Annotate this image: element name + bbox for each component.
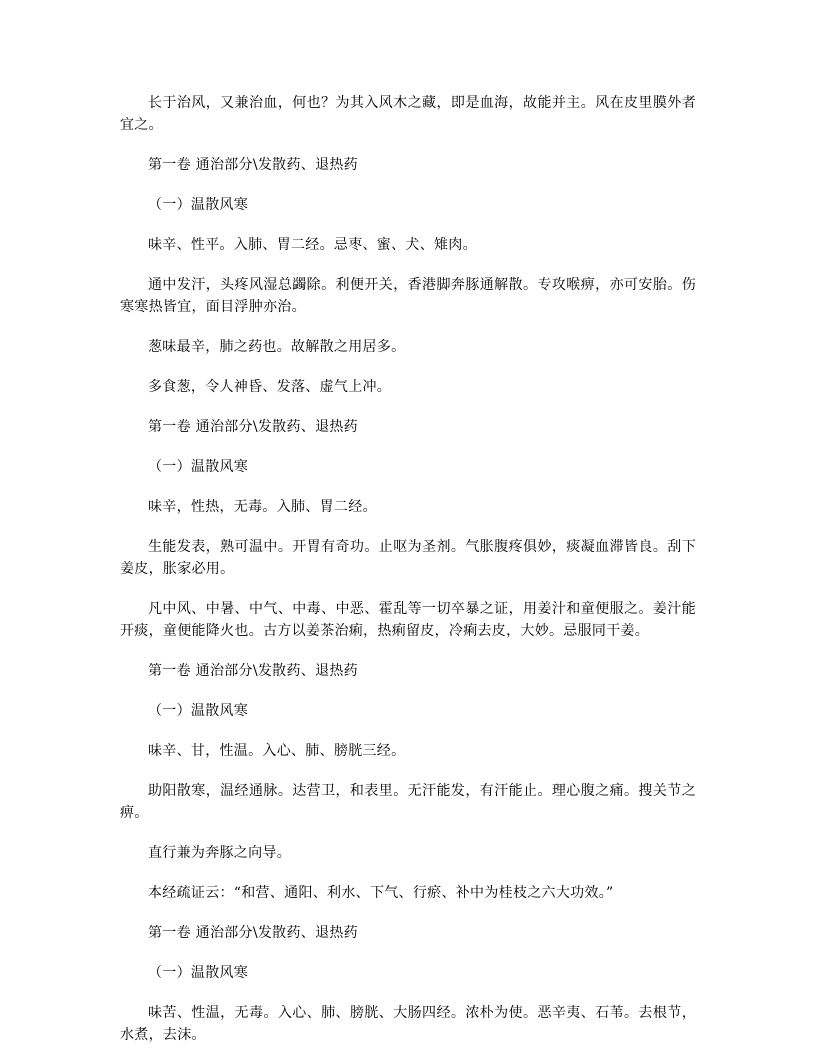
section-heading: 第一卷 通治部分\发散药、退热药 — [148, 419, 358, 435]
paragraph: 通中发汗，头疼风湿总蠲除。利便开关，香港脚奔豚通解散。专攻喉痹，亦可安胎。伤寒寒热皆宜，面目浮肿亦治。 — [120, 277, 696, 315]
section-heading: 第一卷 通治部分\发散药、退热药 — [148, 157, 358, 173]
subsection-heading: （一）温散风寒 — [148, 197, 249, 213]
subsection-heading: （一）温散风寒 — [148, 703, 249, 719]
paragraph: 味辛、性平。入肺、胃二经。忌枣、蜜、犬、雉肉。 — [148, 237, 477, 253]
section-heading: 第一卷 通治部分\发散药、退热药 — [148, 663, 358, 679]
paragraph: 味苦、性温，无毒。入心、肺、膀胱、大肠四经。浓朴为使。恶辛夷、石苇。去根节，水煮，去沫。 — [120, 1005, 696, 1043]
paragraph: 本经疏证云：“和营、通阳、利水、下气、行瘀、补中为桂枝之六大功效。” — [148, 885, 614, 901]
paragraph: 葱味最辛，肺之药也。故解散之用居多。 — [148, 339, 406, 355]
paragraph: 生能发表，熟可温中。开胃有奇功。止呕为圣剂。气胀腹疼俱妙，痰凝血滞皆良。刮下姜皮，胀家必用。 — [120, 539, 696, 577]
paragraph: 凡中风、中暑、中气、中毒、中恶、霍乱等一切卒暴之证，用姜汁和童便服之。姜汁能开痰，童便能降火也。古方以姜茶治痢，热痢留皮，冷痢去皮，大妙。忌服同干姜。 — [120, 601, 696, 639]
paragraph: 味辛、甘，性温。入心、肺、膀胱三经。 — [148, 743, 406, 759]
section-heading: 第一卷 通治部分\发散药、退热药 — [148, 925, 358, 941]
subsection-heading: （一）温散风寒 — [148, 965, 249, 981]
paragraph: 直行兼为奔豚之向导。 — [148, 845, 291, 861]
document-body — [120, 92, 696, 1064]
paragraph: 多食葱，令人神昏、发落、虚气上冲。 — [148, 379, 392, 395]
paragraph: 助阳散寒，温经通脉。达营卫，和表里。无汗能发，有汗能止。理心腹之痛。搜关节之痹。 — [120, 783, 696, 821]
paragraph: 味辛，性热，无毒。入肺、胃二经。 — [148, 499, 377, 515]
paragraph: 长于治风，又兼治血，何也？为其入风木之藏，即是血海，故能并主。风在皮里膜外者宜之。 — [120, 95, 696, 133]
subsection-heading: （一）温散风寒 — [148, 459, 249, 475]
